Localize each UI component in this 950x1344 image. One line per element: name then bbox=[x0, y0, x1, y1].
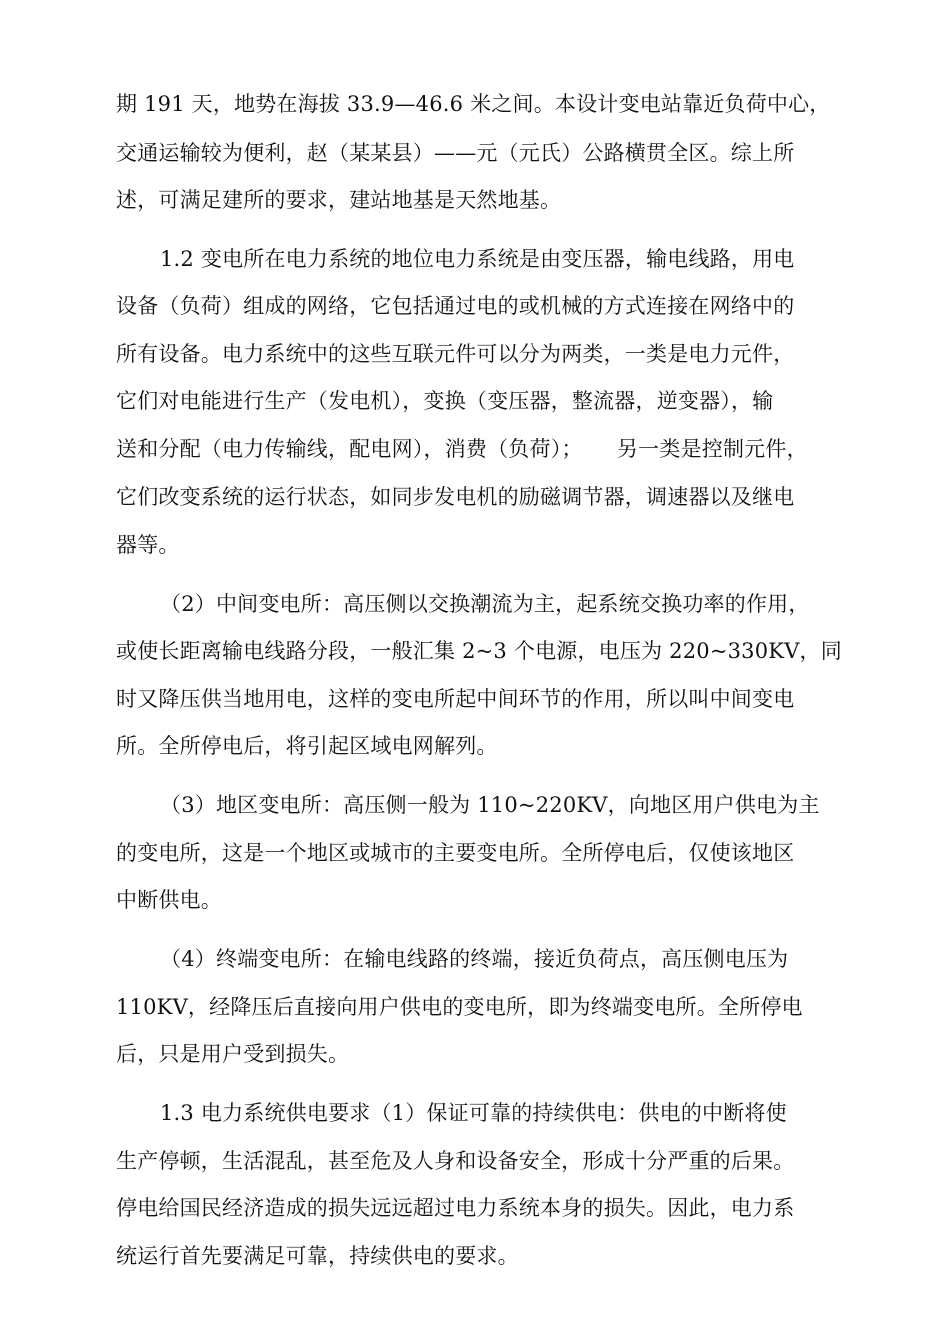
text-line: 110KV，经降压后直接向用户供电的变电所，即为终端变电所。全所停电 bbox=[116, 995, 803, 1019]
text-line: 所有设备。电力系统中的这些互联元件可以分为两类，一类是电力元件， bbox=[116, 342, 795, 366]
text-line: 交通运输较为便利，赵（某某县）——元（元氏）公路横贯全区。综上所 bbox=[116, 141, 795, 165]
text-line: 述，可满足建所的要求，建站地基是天然地基。 bbox=[116, 188, 562, 212]
text-line: 所。全所停电后，将引起区域电网解列。 bbox=[116, 734, 498, 758]
text-line: 时又降压供当地用电，这样的变电所起中间环节的作用，所以叫中间变电 bbox=[116, 687, 795, 711]
text-line: （4）终端变电所：在输电线路的终端，接近负荷点，高压侧电压为 bbox=[160, 947, 789, 971]
text-line: 1.3 电力系统供电要求（1）保证可靠的持续供电：供电的中断将使 bbox=[160, 1101, 787, 1125]
text-line: 生产停顿，生活混乱，甚至危及人身和设备安全，形成十分严重的后果。 bbox=[116, 1149, 795, 1173]
text-line: 的变电所，这是一个地区或城市的主要变电所。全所停电后，仅使该地区 bbox=[116, 841, 795, 865]
text-line: 它们对电能进行生产（发电机），变换（变压器，整流器，逆变器），输 bbox=[116, 389, 774, 413]
text-line: 停电给国民经济造成的损失远远超过电力系统本身的损失。因此，电力系 bbox=[116, 1196, 795, 1220]
text-line: 它们改变系统的运行状态，如同步发电机的励磁调节器，调速器以及继电 bbox=[116, 485, 795, 509]
text-line: 或使长距离输电线路分段，一般汇集 2~3 个电源，电压为 220~330KV，同 bbox=[116, 639, 842, 663]
text-line: 期 191 天，地势在海拔 33.9—46.6 米之间。本设计变电站靠近负荷中心， bbox=[116, 92, 831, 116]
text-line: 器等。 bbox=[116, 533, 180, 557]
text-line: 送和分配（电力传输线，配电网），消费（负荷）； 另一类是控制元件， bbox=[116, 437, 808, 461]
text-line: 1.2 变电所在电力系统的地位电力系统是由变压器，输电线路，用电 bbox=[160, 247, 795, 271]
text-line: （2）中间变电所：高压侧以交换潮流为主，起系统交换功率的作用， bbox=[160, 592, 810, 616]
text-line: 后，只是用户受到损失。 bbox=[116, 1042, 350, 1066]
text-line: 设备（负荷）组成的网络，它包括通过电的或机械的方式连接在网络中的 bbox=[116, 294, 795, 318]
text-line: 统运行首先要满足可靠，持续供电的要求。 bbox=[116, 1244, 519, 1268]
text-line: （3）地区变电所：高压侧一般为 110~220KV，向地区用户供电为主 bbox=[160, 793, 820, 817]
text-line: 中断供电。 bbox=[116, 888, 222, 912]
